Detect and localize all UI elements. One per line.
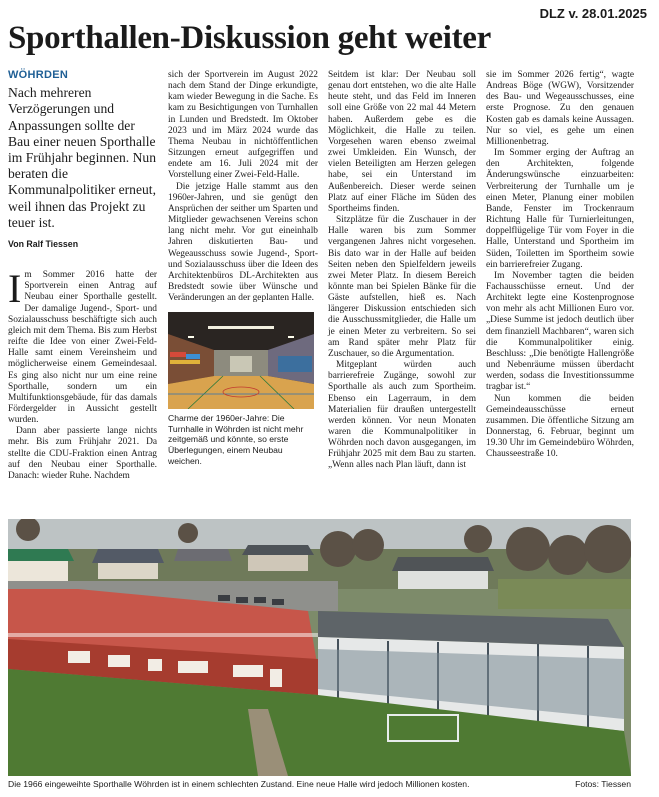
body-paragraph: Sitzplätze für die Zuschauer in der Halle waren bis zum Sommer vergangenen Jahres nicht vorgesehen. Bis dato war in der Halle auf beiden Seiten neben den Spielfeldern jeweils zwei Meter Platz. In diesem Bereich könnte man bei Spielen Bänke für die Gäste aufstellen, hieß es. Nach längerer Diskussion entschieden sich die Ausschussmitglieder, die Halle um je einen Meter zu verbreitern. So sei am Rand später mehr Platz für Zuschauer, so die Argumentation. xyxy=(328,215,476,359)
article-lead: Nach mehreren Verzögerungen und Anpassungen sollte der Bau einer neuen Sporthalle im Frühjahr beginnen. Nun beraten die Kommunalpolitiker erneut, weil ihnen das Projekt zu teuer ist. xyxy=(8,85,156,230)
article-column-3 xyxy=(328,70,476,472)
body-paragraph: sie im Sommer 2026 fertig“, wagte Andreas Böge (WGW), Vorsitzender des Bau- und Wegeausschusses, eine erste Prognose. Zu den genauen Kosten gab es damals keine Aussagen. Nur so viel, es gehe um einen Millionenbetrag. xyxy=(486,70,634,147)
body-paragraph: Im Sommer erging der Auftrag an den Architekten, folgende Änderungswünsche einzuarbeiten: Verbreiterung der Turnhalle um je einen Meter, Planung einer mobilen Bande, Fenster im Trockenraum Richtung Halle für Turnierleitungen, doppelflügelige Tür vom Foyer in die Halle, Unterstand und Sportheim im Süden, Toiletten im Sportheim sowie ein barrierefreier Zugang. xyxy=(486,148,634,270)
body-paragraph: Mitgeplant würden auch barrierefreie Zugänge, sowohl zur Sporthalle als auch zum Sportheim. Ebenso ein Lagerraum, in dem Materialien für draußen untergestellt werden können. Vor neun Monaten waren die Kommunalpolitiker in Wöhrden noch davon ausgegangen, im Frühjahr 2025 mit dem Bau zu starten. „Wenn alles nach Plan läuft, dann ist xyxy=(328,360,476,471)
body-paragraph: Dann aber passierte lange nichts mehr. Bis zum Frühjahr 2021. Da stellte die CDU-Fraktion einen Antrag auf den Neubau einer Sporthalle. Danach: wieder Ruhe. Nachdem xyxy=(8,426,157,481)
newspaper-date-tag: DLZ v. 28.01.2025 xyxy=(539,6,647,21)
aerial-sporthalle-photo xyxy=(8,519,631,776)
article-column-2 xyxy=(168,70,318,466)
body-paragraph: Seitdem ist klar: Der Neubau soll genau dort entstehen, wo die alte Halle heute steht, und das Feld im Inneren soll eine Größe von 22 mal 44 Metern haben. Außerdem gebe es die Möglichkeit, die Halle zu teilen. Vorgesehen waren ebenso zweimal zwei Umkleiden. Ein Wunsch, der vielen Beteiligten am Herzen gelegen habe, sei ein Unterstand im Außenbereich. Dieser werde seinen Platz auf einer Fläche im Süden des Sportheims finden. xyxy=(328,70,476,214)
article-column-1 xyxy=(8,70,157,482)
body-paragraph: sich der Sportverein im August 2022 nach dem Stand der Dinge erkundigte, kam wieder Bewegung in die Sache. Es kam zu Besichtigungen von Turnhallen in Lunden und Bredstedt. Im Oktober 2023 und im März 2024 wurde das Thema Neubau in nichtöffentlichen Sitzungen erneut aufgegriffen und endete am 16. Juli 2024 mit der Vorstellung einer Zwei-Feld-Halle. xyxy=(168,70,318,181)
article-column-4 xyxy=(486,70,634,460)
body-paragraph: Im November tagten die beiden Fachausschüsse erneut. Und der Architekt legte eine Kostenprognose von mehr als acht Millionen Euro vor. „Diese Summe ist jedoch deutlich über dem finanziell Machbaren“, waren sich die Kommunalpolitiker einig. Beschluss: „Die benötigte Hallengröße und Nebenräume müssen überdacht werden, sodass die Investitionssumme tragbar ist.“ xyxy=(486,270,634,393)
body-paragraph: Nun kommen die beiden Gemeindeausschüsse erneut zusammen. Die öffentliche Sitzung am Donnerstag, 6. Februar, beginnt um 19.30 Uhr im Gemeindebüro Wöhrden, Chausseestraße 10. xyxy=(486,393,634,460)
author-byline: Von Ralf Tiessen xyxy=(8,238,79,249)
article-headline: Sporthallen-Diskussion geht weiter xyxy=(8,20,491,56)
body-paragraph: Die jetzige Halle stammt aus den 1960er-Jahren, und sie genügt den Ansprüchen der seither um Sparten und Mitglieder gewachsenen Vereins schon lang nicht mehr. Vor gut eineinhalb Jahren diskutierten Bau- und Wegeausschuss sowie Jugend-, Sport- und Sozialausschuss über die Ideen des Architektenbüros DL-Architekten aus Bredstedt sowie über Wünsche und Veränderungen an der geplanten Halle. xyxy=(168,181,318,304)
gym-interior-photo xyxy=(168,312,314,409)
body-paragraph: Im Sommer 2016 hatte der Sportverein einen Antrag auf Neubau einer Sporthalle gestellt. Der damalige Jugend-, Sport- und Sozialausschuss beschäftigte sich auch gleich mit dem Thema. Bis zum Herbst reifte die Idee von einer Zwei-Feld-Halle samt einem Vereinsheim und möglicherweise einem Gemeindesaal. Es ging also nicht nur um eine reine Sporthalle, sondern um ein Multifunktionsgebäude, für das damals Fördergelder in Aussicht gestellt wurden. xyxy=(8,266,157,426)
aerial-photo-caption: Die 1966 eingeweihte Sporthalle Wöhrden ist in einem schlechten Zustand. Eine neue Halle wird jedoch Millionen kosten. xyxy=(8,779,470,789)
gym-photo-caption: Charme der 1960er-Jahre: Die Turnhalle in Wöhrden ist nicht mehr zeitgemäß und könnte, so erste Überlegungen, einem Neubau weichen. xyxy=(168,413,304,466)
photo-credit: Fotos: Tiessen xyxy=(575,779,631,789)
drop-cap: I xyxy=(8,266,22,312)
dateline: WÖHRDEN xyxy=(8,69,69,81)
